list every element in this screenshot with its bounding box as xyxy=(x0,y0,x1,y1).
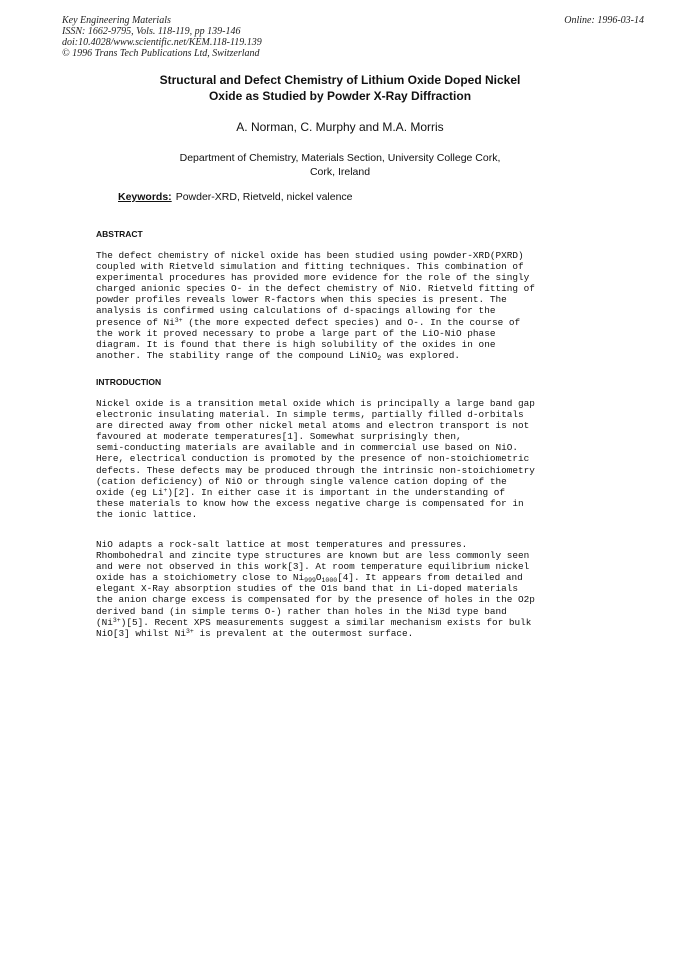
text-line: experimental procedures has provided more evidence for the role of the singly xyxy=(96,272,530,284)
text-line: electronic insulating material. In simple terms, partially filled d-orbitals xyxy=(96,409,524,421)
text-line: diagram. It is found that there is high solubility of the oxides in one xyxy=(96,338,496,350)
text-line: powder profiles reveals lower R-factors when this species is present. The xyxy=(96,294,507,306)
doi-line: doi:10.4028/www.scientific.net/KEM.118-119.139 xyxy=(62,37,262,48)
text-line: another. The stability range of the compound LiNiO$_2$ was explored. xyxy=(96,349,460,362)
introduction-heading: INTRODUCTION xyxy=(96,377,162,387)
text-line: Rhombohedral and zincite type structures are known but are less commonly seen xyxy=(96,550,530,562)
paper-title xyxy=(60,73,620,104)
text-line: derived band (in simple terms O-) rather than holes in the Ni3d type band xyxy=(96,605,507,617)
affiliation-line: Cork, Ireland xyxy=(309,165,371,178)
keywords-text: Powder-XRD, Rietveld, nickel valence xyxy=(175,191,353,203)
text-line: NiO adapts a rock-salt lattice at most temperatures and pressures. xyxy=(96,539,468,550)
text-line: Nickel oxide is a transition metal oxide which is principally a large band gap xyxy=(96,398,535,409)
text-line: charged anionic species O- in the defect chemistry of NiO. Rietveld fitting of xyxy=(96,283,535,295)
text-line: defects. These defects may be produced through the intrinsic non-stoichiometry xyxy=(96,464,535,476)
journal-header xyxy=(62,15,262,59)
text-line: The defect chemistry of nickel oxide has been studied using powder-XRD(PXRD) xyxy=(96,250,524,261)
abstract-body xyxy=(96,250,536,361)
text-line: are directed away from other nickel metal atoms and electron transport is not xyxy=(96,420,530,432)
text-line: the ionic lattice. xyxy=(96,508,198,520)
title-line: Oxide as Studied by Powder X-Ray Diffraction xyxy=(208,88,472,103)
text-line: Here, electrical conduction is promoted by the presence of non-stoichiometric xyxy=(96,453,530,465)
keywords-label: Keywords: xyxy=(118,191,172,203)
text-line: the work it proved necessary to probe a large part of the LiO-NiO phase xyxy=(96,327,496,339)
affiliation-line: Department of Chemistry, Materials Section, University College Cork, xyxy=(179,152,501,164)
text-line: $(Ni^{3+})[5]$. Recent XPS measurements suggest a similar mechanism exists for bulk xyxy=(96,616,532,628)
authors: A. Norman, C. Murphy and M.A. Morris xyxy=(236,120,444,134)
text-line: oxide has a stoichiometry close to $Ni_{999}O_{1000}[4]$. It appears from detailed and xyxy=(96,572,523,585)
text-line: oxide (eg Li+)[2]. In either case it is important in the understanding of xyxy=(96,486,505,498)
introduction-paragraph-2 xyxy=(96,539,536,639)
journal-name: Key Engineering Materials xyxy=(62,15,171,26)
text-line: coupled with Rietveld simulation and fitting techniques. This combination of xyxy=(96,261,524,273)
text-line: semi-conducting materials are available and in commercial use based on NiO. xyxy=(96,442,518,454)
text-line: analysis is confirmed using calculations of d-spacings allowing for the xyxy=(96,305,496,317)
affiliation xyxy=(60,152,620,179)
text-line: these materials to know how the excess negative charge is compensated for in xyxy=(96,497,524,509)
introduction-paragraph-1 xyxy=(96,398,536,520)
text-line: and were not observed in this work[3]. At room temperature equilibrium nickel xyxy=(96,561,530,573)
text-line: elegant X-Ray absorption studies of the O1s band that in Li-doped materials xyxy=(96,583,518,595)
text-line: presence of $Ni^{3+}$ (the more expected defect species) and O-. In the course of xyxy=(96,316,521,328)
abstract-heading: ABSTRACT xyxy=(96,229,143,239)
issn-line: ISSN: 1662-9795, Vols. 118-119, pp 139-146 xyxy=(62,26,241,37)
text-line: NiO[3] whilst $Ni^{3+}$ is prevalent at the outermost surface. xyxy=(96,627,414,639)
copyright-line: © 1996 Trans Tech Publications Ltd, Switzerland xyxy=(62,48,260,59)
text-line: the anion charge excess is compensated for by the presence of holes in the O2p xyxy=(96,594,535,606)
title-line: Structural and Defect Chemistry of Lithium Oxide Doped Nickel xyxy=(159,73,521,87)
online-date: Online: 1996-03-14 xyxy=(564,15,644,26)
text-line: (cation deficiency) of NiO or through single valence cation doping of the xyxy=(96,475,507,487)
text-line: favoured at moderate temperatures[1]. Somewhat surprisingly then, xyxy=(96,431,462,443)
keywords xyxy=(118,191,353,204)
